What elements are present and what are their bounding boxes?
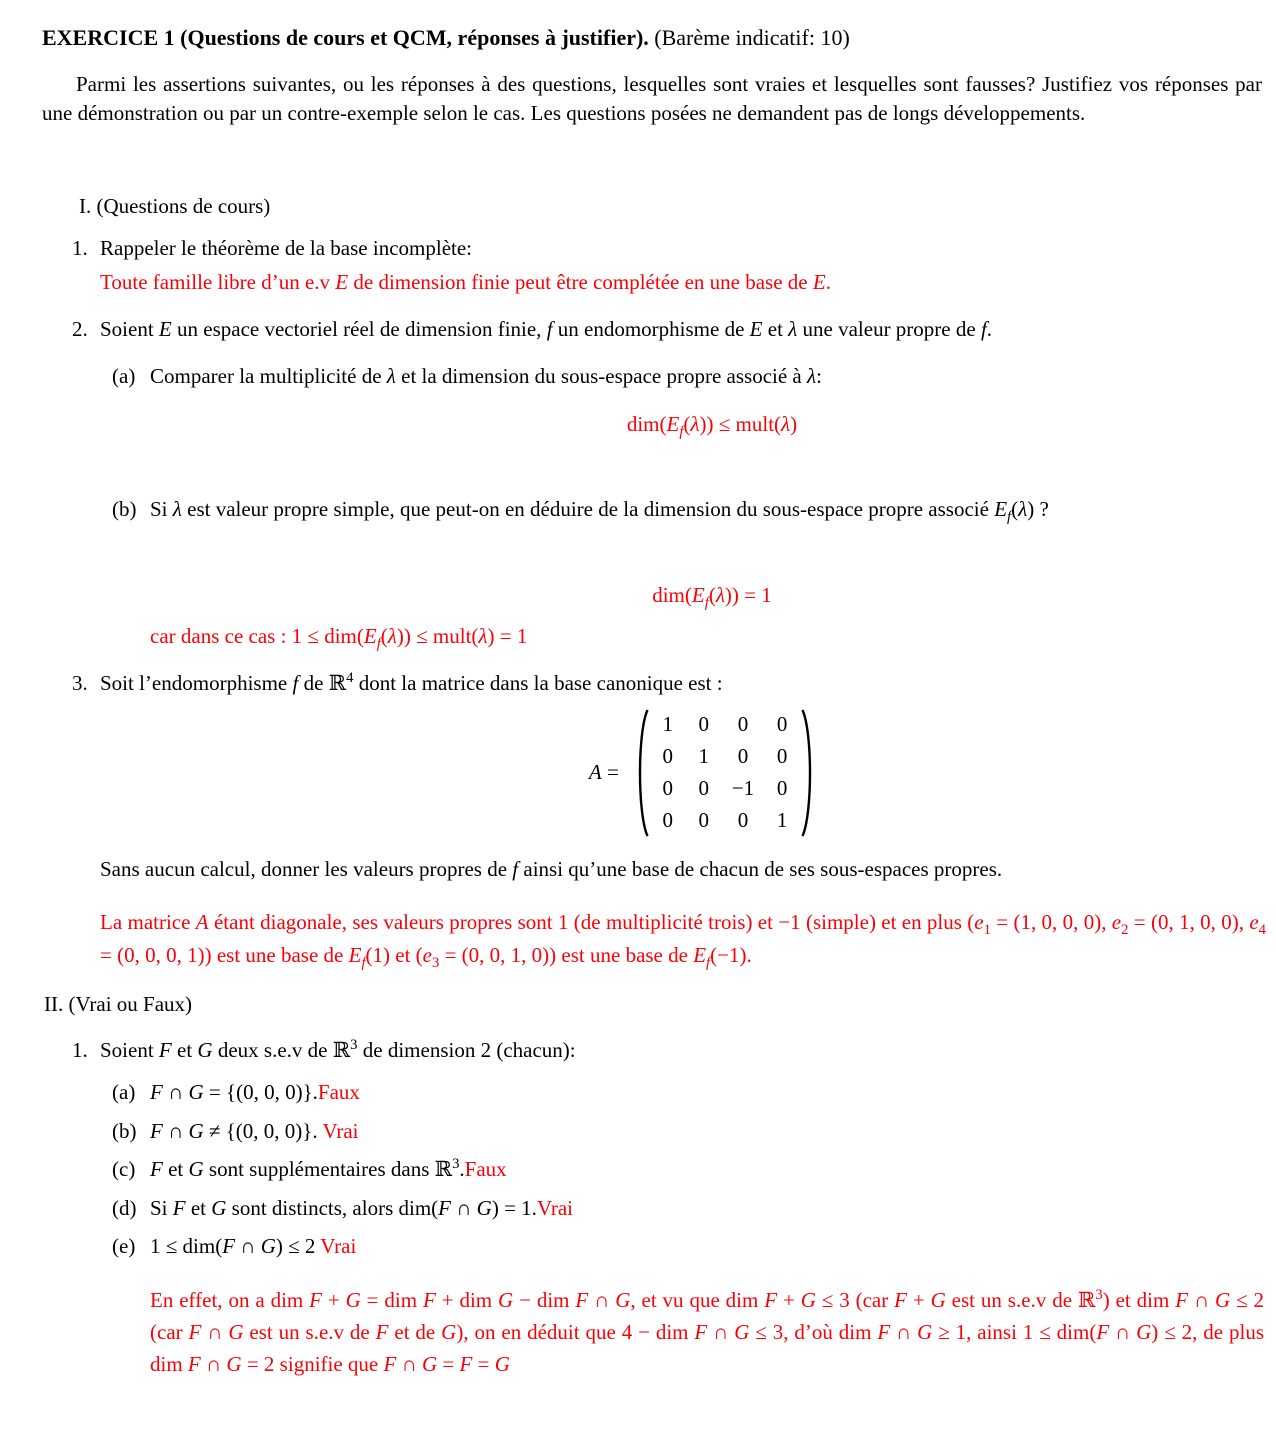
section-ii-heading [44,991,192,1018]
question-2-number: 2. [72,317,88,341]
question-2b [112,496,1272,526]
exercise-title [42,24,850,51]
question-2-text: Soient E un espace vectoriel réel de dimension finie, f un endomorphisme de E et λ une valeur propre de f. [100,317,993,341]
question-1-text: Rappeler le théorème de la base incomplète: [100,236,473,260]
vf-item-a-verdict: Faux [317,1080,360,1104]
question-3 [72,670,723,697]
question-2b-label: (b) [112,497,137,521]
vf-item-e-statement: 1 ≤ dim(F ∩ G) ≤ 2 [150,1234,321,1258]
question-2 [72,316,1266,343]
vf-item-c-label: (c) [112,1157,136,1181]
question-3-number: 3. [72,671,88,695]
matrix-equation [0,706,1276,839]
right-paren-icon [800,708,817,838]
vf-item-a-label: (a) [112,1080,136,1104]
left-paren-icon [633,708,650,838]
formula-dim-leq-mult: $dim(E_f(\lambda))$ ≤ mult(λ) [626,412,798,441]
vf-item-c-statement: F et G sont supplémentaires dans ℝ$^3$. [150,1156,465,1181]
vf-item-a [112,1079,360,1106]
vf-item-d-verdict: Vrai [536,1196,573,1220]
vrai-faux-question-1 [72,1037,576,1064]
answer-2b-note: car dans ce cas : $1 \le dim(E_f(\lambda))$ ≤ mult(λ) = 1 [150,624,528,653]
exercise-title-bold: EXERCICE 1 (Questions de cours et QCM, réponses à justifier). [42,25,649,50]
section-i-title: (Questions de cours) [96,194,271,218]
question-2a-label: (a) [112,364,136,388]
matrix-lhs: A = [588,760,619,784]
section-i-heading [79,193,270,220]
vf-question-1-number: 1. [72,1038,88,1062]
question-1-answer: Toute famille libre d’un e.v E de dimension finie peut être complétée en une base de E. [100,270,831,294]
vf-item-c [112,1156,507,1183]
vf-item-a-statement: F ∩ G = {(0, 0, 0)}. [150,1080,318,1104]
formula-dim-equals-1: $dim(E_f(\lambda)) = 1$ [652,583,772,612]
question-3-text: Soit l’endomorphisme f de ℝ$^4$ dont la matrice dans la base canonique est : [100,670,723,695]
section-ii-label: II. [44,992,64,1016]
vf-item-e-verdict: Vrai [320,1234,357,1258]
question-2a [112,363,1266,390]
exercise-title-grading: (Barème indicatif: 10) [648,25,850,50]
vf-question-1-text: Soient F et G deux s.e.v de ℝ$^3$ de dimension 2 (chacun): [100,1037,576,1062]
vf-item-e-label: (e) [112,1234,136,1258]
vf-item-c-verdict: Faux [464,1157,507,1181]
vf-item-b-statement: F ∩ G ≠ {(0, 0, 0)}. [150,1119,323,1143]
vf-item-d-label: (d) [112,1196,137,1220]
matrix-grid: 1 0 0 0 0 1 0 0 0 0 −1 0 0 0 0 1 [662,712,788,832]
vf-item-d-statement: Si F et G sont distincts, alors dim(F ∩ G) = 1. [150,1196,537,1220]
vf-item-b-verdict: Vrai [322,1119,359,1143]
vf-item-d [112,1195,573,1222]
question-3-answer: La matrice A étant diagonale, ses valeurs propres sont 1 (de multiplicité trois) et −1 (simple) et en plus ($e_1 = (1$, 0, 0, 0), $e_2 = (0$, 1, 0, 0), $e_4 = (0$, 0, 0, 1)) est une base de $E_f(1)$ et ($e_3 = (0$, 0, 1, 0)) est une base de $E_f(-1)$. [100,910,1266,972]
vf-justification-paragraph: En effet, on a dim F + G = dim F + dim G − dim F ∩ G, et vu que dim F + G ≤ 3 (car F + G est un s.e.v de ℝ$^3$) et dim F ∩ G ≤ 2 (car F ∩ G est un s.e.v de F et de G), on en déduit que 4 − dim F ∩ G ≤ 3, d’où dim F ∩ G ≥ 1, ainsi 1 ≤ dim(F ∩ G) ≤ 2, de plus dim F ∩ G = 2 signifie que F ∩ G = F = G [150,1287,1265,1376]
question-3-followup: Sans aucun calcul, donner les valeurs propres de f ainsi qu’une base de chacun de ses sous-espaces propres. [100,857,1003,881]
intro-paragraph: Parmi les assertions suivantes, ou les réponses à des questions, lesquelles sont vraies et lesquelles sont fausses? Justifiez vos réponses par une démonstration ou par un contre-exemple selon le cas. Les questions posées ne demandent pas de longs développements. [42,72,1262,125]
section-i-label: I. [79,194,92,218]
question-1-number: 1. [72,236,88,260]
question-2a-text: Comparer la multiplicité de λ et la dimension du sous-espace propre associé à λ: [150,364,822,388]
vf-item-b-label: (b) [112,1119,137,1143]
question-1 [72,235,472,262]
vf-item-b [112,1118,359,1145]
vf-item-e [112,1233,356,1260]
question-2b-text: Si λ est valeur propre simple, que peut-on en déduire de la dimension du sous-espace propre associé $E_f(\lambda)$ ? [150,497,1049,526]
section-ii-title: (Vrai ou Faux) [68,992,193,1016]
